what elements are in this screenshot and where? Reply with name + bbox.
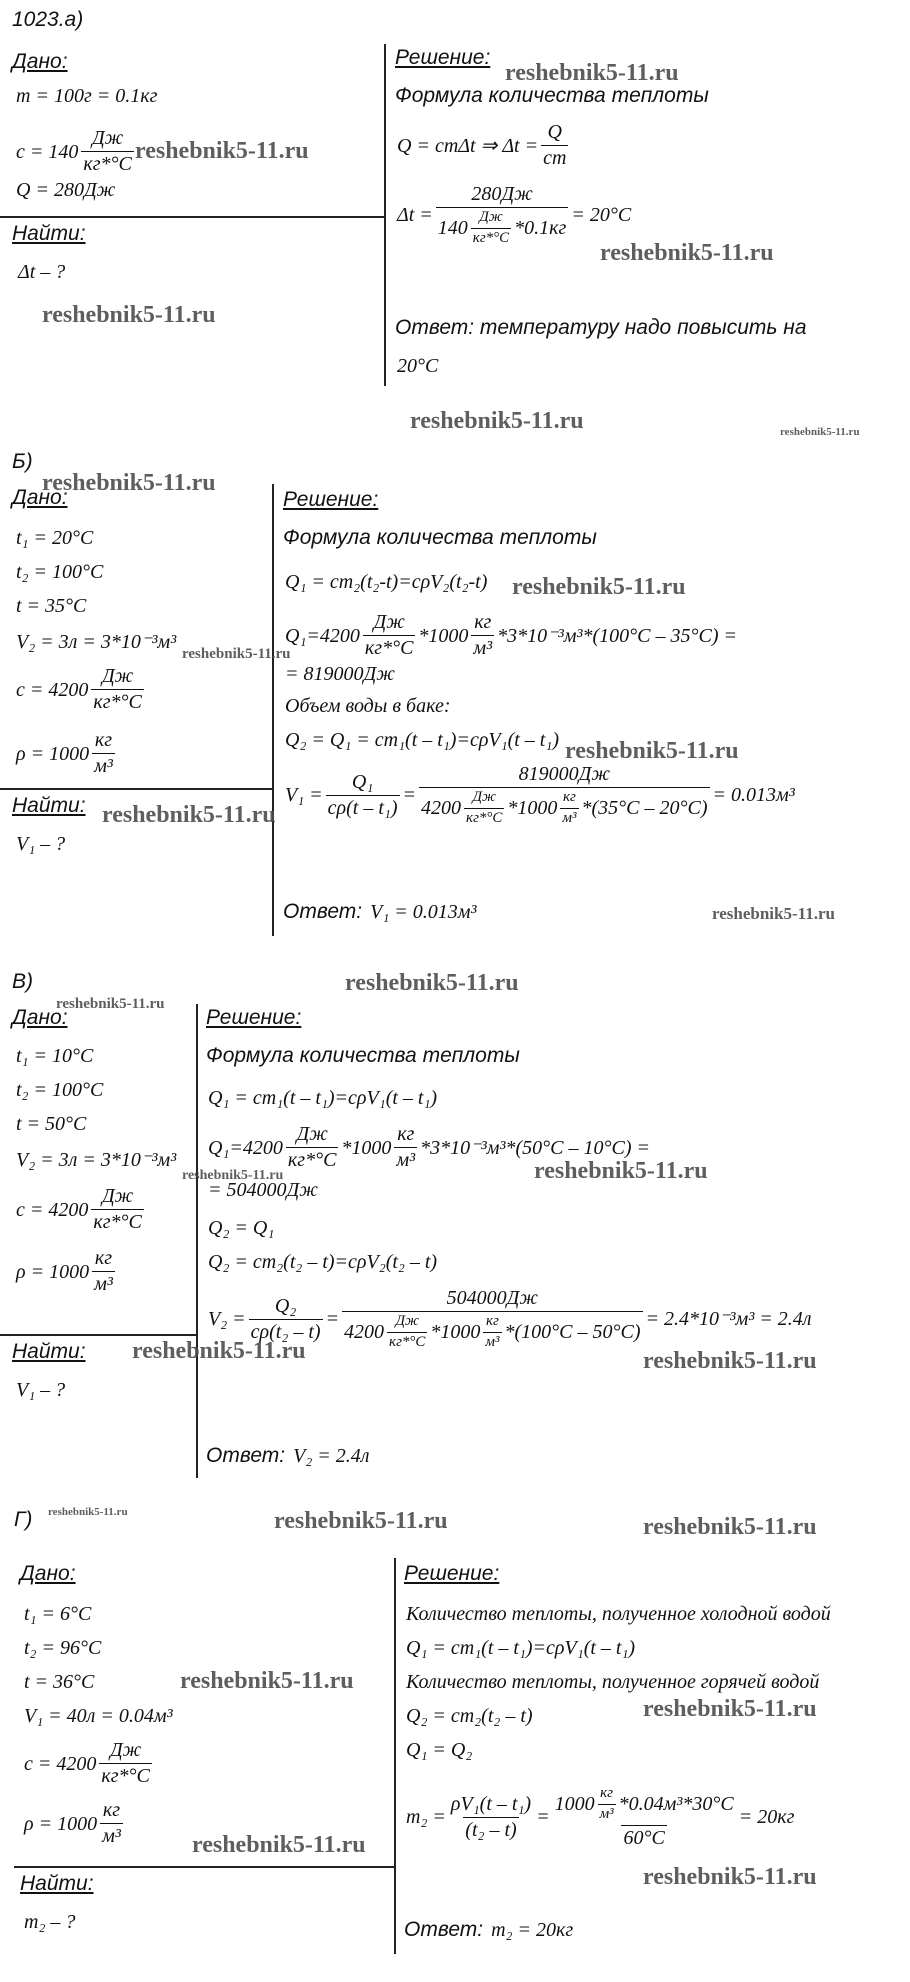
given-b-v2: V₂ = 3л = 3*10⁻³м³	[16, 631, 177, 653]
formula-b-2-tail: *3*10⁻³м³*(100°С – 35°С) =	[497, 624, 737, 647]
frac-den: м³	[396, 1149, 416, 1171]
given-label-b: Дано:	[12, 486, 68, 509]
c-unit-fraction	[387, 1314, 427, 1351]
formula-d-6-result: = 20кг	[738, 1806, 795, 1829]
given-d-c-value: c = 4200	[24, 1752, 97, 1775]
den-temp: *(35°С – 20°С)	[581, 796, 708, 819]
divider-b	[0, 788, 272, 790]
formula-d-6-lhs: m₂ =	[406, 1806, 446, 1829]
formula-b-4: Объем воды в баке:	[285, 695, 451, 717]
watermark: reshebnik5-11.ru	[182, 1168, 284, 1183]
solution-label-d: Решение:	[404, 1562, 500, 1585]
watermark: reshebnik5-11.ru	[274, 1508, 448, 1534]
frac-num: Дж	[101, 665, 134, 687]
divider-c	[0, 1334, 196, 1336]
frac-num: кг	[486, 1313, 499, 1329]
answer-a: Ответ: температуру надо повысить на	[395, 316, 807, 339]
given-label-a: Дано:	[12, 50, 68, 73]
watermark: reshebnik5-11.ru	[56, 996, 165, 1012]
given-b-t: t = 35°С	[16, 595, 87, 617]
rho-unit-fraction	[92, 1248, 115, 1295]
frac-num: 504000Дж	[446, 1287, 538, 1309]
frac-num: Дж	[472, 789, 496, 805]
frac-num: Дж	[109, 1739, 142, 1761]
formula-c-1: Q₁ = cm₁(t – t₁)=cρV₁(t – t₁)	[208, 1087, 438, 1109]
formula-d-1: Количество теплоты, полученное холодной водой	[406, 1603, 831, 1625]
frac-den: м³	[473, 637, 493, 659]
frac-den: кг*°С	[389, 1333, 426, 1350]
frac-den: кг*°С	[101, 1765, 150, 1787]
watermark: reshebnik5-11.ru	[42, 470, 216, 496]
answer-b-label: Ответ:	[283, 900, 363, 923]
frac-num: кг	[600, 1785, 614, 1801]
frac-den	[342, 1311, 642, 1351]
frac-den: кг*°С	[472, 229, 510, 246]
given-b-t2: t₂ = 100°С	[16, 561, 104, 583]
given-d-t2: t₂ = 96°С	[24, 1637, 102, 1659]
c-unit-fraction	[286, 1124, 339, 1171]
find-label-c: Найти:	[12, 1340, 86, 1363]
frac-num: Дж	[91, 127, 124, 149]
frac-num: кг	[474, 611, 492, 633]
given-c-heat-capacity	[16, 1186, 147, 1233]
frac-den: кг*°С	[364, 637, 414, 659]
frac-den: кг*°С	[93, 1211, 142, 1233]
frac-den: cρ(t₂ – t)	[250, 1320, 321, 1343]
formula-c-2-tail: *3*10⁻³м³*(50°С – 10°С) =	[420, 1136, 650, 1159]
frac-num: кг	[563, 789, 576, 805]
vertical-rule-a	[384, 44, 386, 386]
formula-c-6-fraction	[249, 1296, 323, 1343]
watermark: reshebnik5-11.ru	[132, 1338, 306, 1364]
formula-b-5: Q₂ = Q₁ = cm₁(t – t₁)=cρV₁(t – t₁)	[285, 729, 559, 751]
watermark: reshebnik5-11.ru	[48, 1506, 128, 1518]
den-mass: *0.1кг	[514, 216, 567, 239]
formula-c-3: = 504000Дж	[208, 1179, 318, 1201]
frac-num: Q₁	[351, 770, 374, 793]
part-label-d: Г)	[14, 1508, 33, 1531]
den-coef: 4200	[344, 1320, 385, 1343]
formula-c-4: Q₂ = Q₁	[208, 1217, 275, 1239]
frac-num: кг	[94, 729, 113, 751]
rho-unit-fraction	[394, 1124, 417, 1171]
formula-c-5: Q₂ = cm₂(t₂ – t)=cρV₂(t₂ – t)	[208, 1251, 438, 1273]
solution-label-a: Решение:	[395, 46, 491, 69]
formula-a-2-fraction	[436, 184, 569, 247]
formula-a-1-fraction	[541, 122, 568, 169]
equals: =	[536, 1806, 550, 1829]
frac-den: м³	[102, 1825, 121, 1847]
c-unit-fraction	[99, 1740, 152, 1787]
formula-d-6	[406, 1786, 794, 1849]
watermark: reshebnik5-11.ru	[102, 802, 276, 828]
frac-num: кг	[397, 1123, 415, 1145]
formula-b-2	[285, 612, 737, 659]
den-coef: 140	[437, 216, 468, 239]
given-label-c: Дано:	[12, 1006, 68, 1029]
frac-den: м³	[599, 1805, 614, 1822]
watermark: reshebnik5-11.ru	[712, 904, 835, 923]
solution-label-c: Решение:	[206, 1006, 302, 1029]
solution-label-b: Решение:	[283, 488, 379, 511]
given-a-heat-capacity	[16, 128, 137, 175]
given-d-density	[24, 1800, 126, 1847]
given-c-t: t = 50°С	[16, 1113, 87, 1135]
watermark: reshebnik5-11.ru	[180, 1668, 354, 1694]
formula-b-6-fraction	[326, 772, 400, 819]
formula-d-3: Количество теплоты, полученное горячей водой	[406, 1671, 820, 1693]
heat-formula-title-b: Формула количества теплоты	[283, 526, 597, 549]
vertical-rule-d	[394, 1558, 396, 1954]
given-label-d: Дано:	[20, 1562, 76, 1585]
watermark: reshebnik5-11.ru	[505, 60, 679, 86]
frac-den: кг*°С	[83, 153, 132, 175]
formula-a-1	[397, 122, 571, 169]
formula-d-4: Q₂ = cm₂(t₂ – t)	[406, 1705, 533, 1727]
formula-d-6-fraction-2	[553, 1786, 736, 1849]
formula-b-6-result: = 0.013м³	[712, 784, 795, 807]
given-b-heat-capacity	[16, 666, 147, 713]
c-unit-fraction	[81, 128, 134, 175]
formula-d-6-fraction	[449, 1794, 533, 1841]
frac-den: cρ(t – t₁)	[327, 796, 398, 819]
divider-d	[14, 1866, 394, 1868]
vertical-rule-b	[272, 484, 274, 936]
given-a-mass: m = 100г = 0.1кг	[16, 85, 158, 107]
answer-d-label: Ответ:	[404, 1918, 484, 1941]
answer-d-value: m₂ = 20кг	[491, 1919, 574, 1941]
watermark: reshebnik5-11.ru	[182, 646, 291, 662]
given-b-rho-value: ρ = 1000	[16, 742, 90, 765]
formula-c-2-coef: Q₁=4200	[208, 1136, 283, 1159]
watermark: reshebnik5-11.ru	[192, 1832, 366, 1858]
frac-den: cm	[543, 147, 567, 169]
formula-b-2-coef: Q₁=4200	[285, 624, 360, 647]
answer-b	[283, 900, 477, 924]
given-b-density	[16, 730, 118, 777]
rho-unit-fraction	[598, 1786, 616, 1823]
find-label-d: Найти:	[20, 1872, 94, 1895]
given-c-c-value: c = 4200	[16, 1198, 89, 1221]
num-tail: *0.04м³*30°С	[618, 1792, 734, 1815]
answer-c-value: V₂ = 2.4л	[293, 1445, 370, 1467]
formula-a-1-lhs: Q = cmΔt ⇒ Δt =	[397, 134, 539, 157]
rho-unit-fraction	[92, 730, 115, 777]
frac-den: 60°С	[623, 1826, 665, 1849]
given-c-t1: t₁ = 10°С	[16, 1045, 94, 1067]
given-a-heat: Q = 280Дж	[16, 179, 116, 201]
den-temp: *(100°С – 50°С)	[504, 1320, 641, 1343]
watermark: reshebnik5-11.ru	[534, 1158, 708, 1184]
den-coef: 4200	[421, 796, 462, 819]
watermark: reshebnik5-11.ru	[135, 138, 309, 164]
answer-a-value: 20°С	[397, 355, 439, 377]
frac-num: 819000Дж	[518, 763, 610, 785]
formula-c-6-lhs: V₂ =	[208, 1308, 246, 1331]
equals: =	[325, 1308, 340, 1331]
given-c-t2: t₂ = 100°С	[16, 1079, 104, 1101]
watermark: reshebnik5-11.ru	[345, 970, 519, 996]
frac-num: Q₂	[274, 1294, 297, 1317]
watermark: reshebnik5-11.ru	[600, 240, 774, 266]
rho-unit-fraction	[560, 790, 578, 827]
equals: =	[402, 784, 417, 807]
c-unit-fraction	[91, 666, 144, 713]
watermark: reshebnik5-11.ru	[643, 1348, 817, 1374]
frac-num: Дж	[479, 209, 503, 225]
frac-num: Дж	[101, 1185, 134, 1207]
formula-b-1: Q₁ = cm₂(t₂-t)=cρV₂(t₂-t)	[285, 571, 488, 593]
problem-number: 1023.а)	[12, 8, 84, 31]
given-d-v1: V₁ = 40л = 0.04м³	[24, 1705, 173, 1727]
formula-a-2	[397, 184, 631, 247]
frac-den	[419, 787, 709, 827]
find-c: V₁ – ?	[16, 1379, 66, 1401]
watermark: reshebnik5-11.ru	[42, 302, 216, 328]
given-a-c-value: c = 140	[16, 140, 79, 163]
find-label-b: Найти:	[12, 794, 86, 817]
frac-num: Дж	[296, 1123, 328, 1145]
formula-b-2-density: *1000	[418, 624, 469, 647]
given-c-density	[16, 1248, 118, 1295]
frac-num: 280Дж	[471, 183, 533, 205]
den-density: *1000	[507, 796, 558, 819]
frac-num: Дж	[395, 1313, 419, 1329]
part-label-b: Б)	[12, 450, 33, 473]
frac-den	[436, 207, 569, 247]
heat-formula-title-a: Формула количества теплоты	[395, 84, 709, 107]
frac-den: (t₂ – t)	[465, 1818, 517, 1841]
frac-num: Q	[547, 121, 562, 143]
formula-b-6	[285, 764, 795, 827]
watermark: reshebnik5-11.ru	[643, 1696, 817, 1722]
formula-b-6-lhs: V₁ =	[285, 784, 323, 807]
c-unit-fraction	[91, 1186, 144, 1233]
given-d-heat-capacity	[24, 1740, 155, 1787]
find-label-a: Найти:	[12, 222, 86, 245]
den-density: *1000	[430, 1320, 481, 1343]
formula-b-6-fraction-2	[419, 764, 709, 827]
frac-den: кг*°С	[466, 809, 503, 826]
frac-num: ρV₁(t – t₁)	[450, 1792, 532, 1815]
rho-unit-fraction	[100, 1800, 123, 1847]
frac-den: м³	[94, 1273, 113, 1295]
num-density: 1000	[554, 1792, 595, 1815]
frac-den: кг*°С	[287, 1149, 337, 1171]
frac-den: м³	[94, 755, 113, 777]
frac-num: кг	[94, 1247, 113, 1269]
c-unit-fraction	[464, 790, 504, 827]
given-c-rho-value: ρ = 1000	[16, 1260, 90, 1283]
given-b-c-value: c = 4200	[16, 678, 89, 701]
given-d-rho-value: ρ = 1000	[24, 1812, 98, 1835]
given-d-t1: t₁ = 6°С	[24, 1603, 92, 1625]
c-unit-fraction	[471, 210, 511, 247]
given-b-t1: t₁ = 20°С	[16, 527, 94, 549]
given-c-v2: V₂ = 3л = 3*10⁻³м³	[16, 1149, 177, 1171]
vertical-rule-c	[196, 1004, 198, 1478]
heat-formula-title-c: Формула количества теплоты	[206, 1044, 520, 1067]
formula-d-5: Q₁ = Q₂	[406, 1739, 473, 1761]
formula-a-2-lhs: Δt =	[397, 204, 433, 227]
watermark: reshebnik5-11.ru	[780, 426, 860, 438]
answer-b-value: V₁ = 0.013м³	[370, 901, 477, 923]
given-d-t: t = 36°С	[24, 1671, 95, 1693]
answer-d	[404, 1918, 573, 1942]
watermark: reshebnik5-11.ru	[643, 1864, 817, 1890]
divider-a	[0, 216, 384, 218]
answer-c-label: Ответ:	[206, 1444, 286, 1467]
find-a: Δt – ?	[18, 261, 66, 283]
rho-unit-fraction	[483, 1314, 501, 1351]
formula-c-6-fraction-2	[342, 1288, 642, 1351]
part-label-c: В)	[12, 970, 33, 993]
formula-a-2-result: = 20°С	[571, 204, 632, 227]
formula-b-3: = 819000Дж	[285, 663, 395, 685]
frac-den: кг*°С	[93, 691, 142, 713]
frac-num: кг	[102, 1799, 121, 1821]
watermark: reshebnik5-11.ru	[643, 1514, 817, 1540]
c-unit-fraction	[363, 612, 416, 659]
rho-unit-fraction	[471, 612, 494, 659]
formula-d-2: Q₁ = cm₁(t – t₁)=cρV₁(t – t₁)	[406, 1637, 636, 1659]
find-b: V₁ – ?	[16, 833, 66, 855]
watermark: reshebnik5-11.ru	[410, 408, 584, 434]
watermark: reshebnik5-11.ru	[512, 574, 686, 600]
frac-num	[553, 1786, 736, 1825]
formula-c-2-density: *1000	[341, 1136, 392, 1159]
frac-den: м³	[562, 809, 577, 826]
answer-c	[206, 1444, 370, 1468]
find-d: m₂ – ?	[24, 1911, 76, 1933]
watermark: reshebnik5-11.ru	[565, 738, 739, 764]
frac-den: м³	[485, 1333, 500, 1350]
formula-c-6-result: = 2.4*10⁻³м³ = 2.4л	[645, 1308, 812, 1331]
frac-num: Дж	[373, 611, 405, 633]
